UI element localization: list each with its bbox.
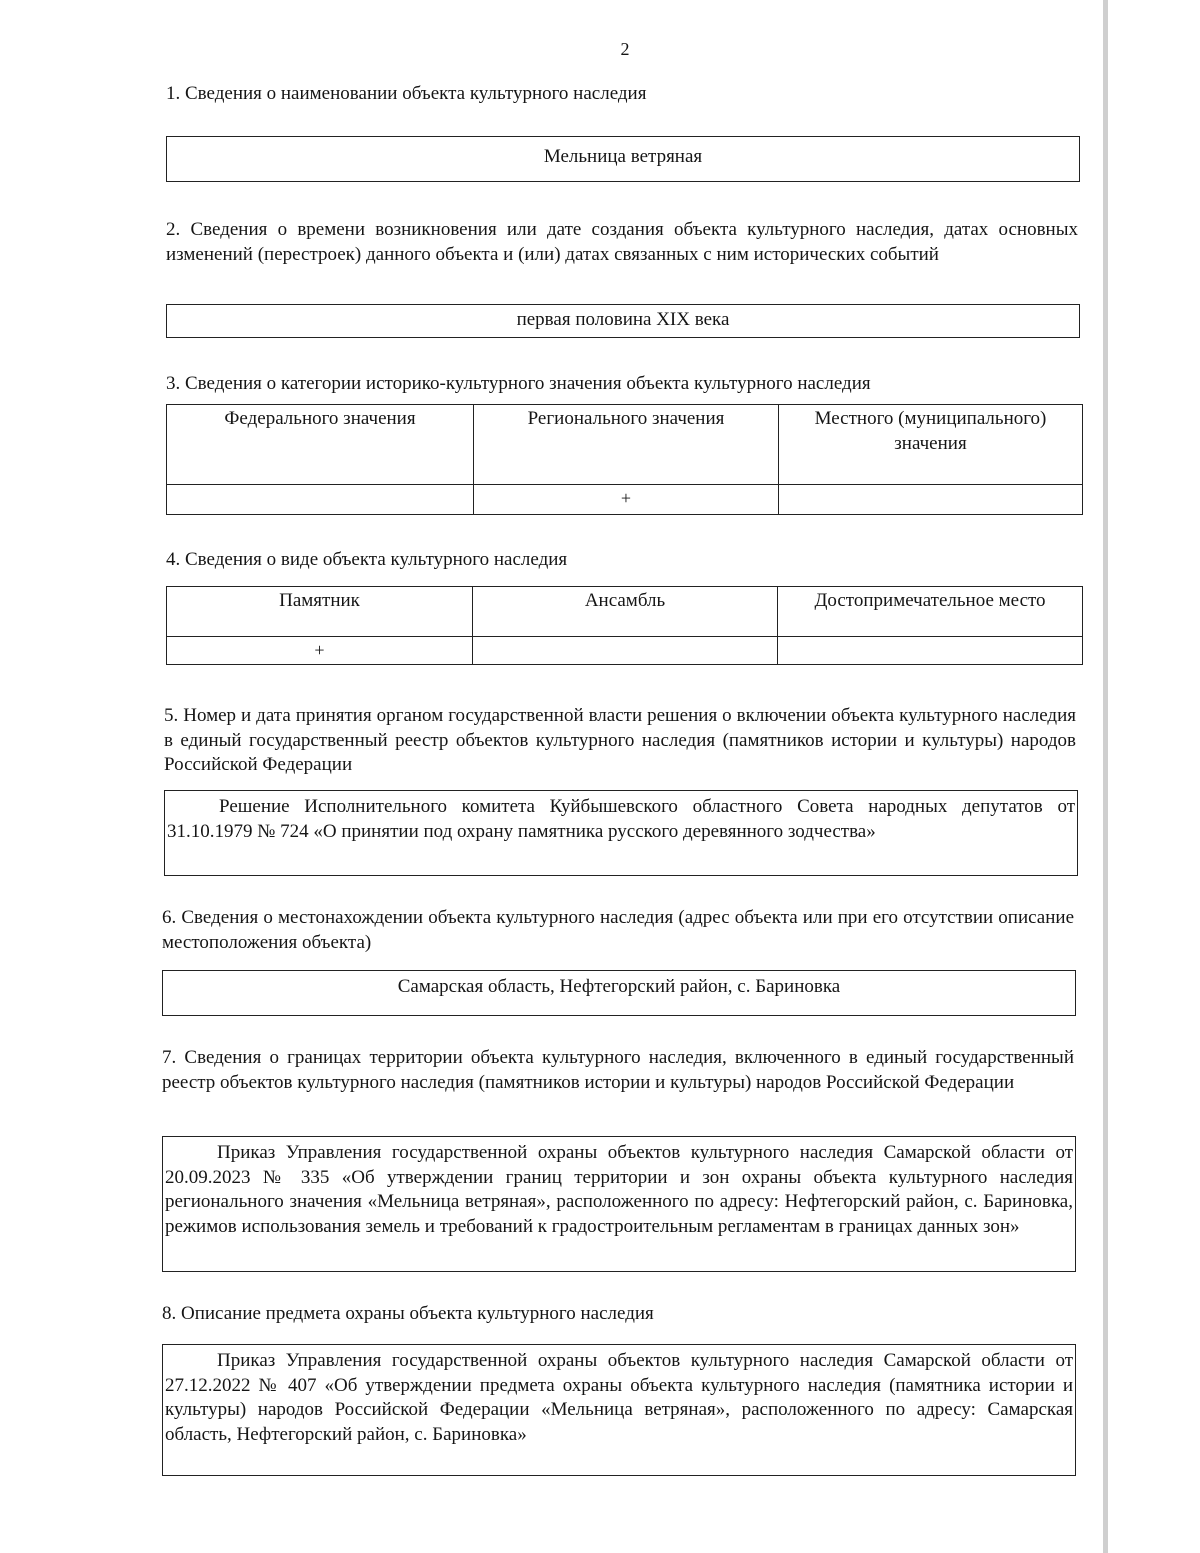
category-regional-header: Регионального значения bbox=[474, 405, 779, 485]
category-regional-mark: + bbox=[474, 485, 779, 515]
section-2-heading: 2. Сведения о времени возникновения или дате создания объекта культурного наследия, датах основных изменений (перестроек) данного объекта и (или) датах связанных с ним исторических событий bbox=[166, 219, 1078, 265]
location-box bbox=[162, 970, 1076, 1016]
territory-boundaries-box bbox=[162, 1136, 1076, 1272]
section-7-heading: 7. Сведения о границах территории объекта культурного наследия, включенного в единый государственный реестр объектов культурного наследия (памятников истории и культуры) народов Российской Федерации bbox=[162, 1047, 1074, 1093]
category-local-mark bbox=[779, 485, 1083, 515]
page-edge-shadow bbox=[1103, 0, 1108, 1553]
section-8-heading: 8. Описание предмета охраны объекта культурного наследия bbox=[162, 1303, 654, 1324]
section-6-heading: 6. Сведения о местонахождении объекта культурного наследия (адрес объекта или при его отсутствии описание местоположения объекта) bbox=[162, 907, 1074, 953]
section-3-heading: 3. Сведения о категории историко-культурного значения объекта культурного наследия bbox=[166, 373, 871, 394]
creation-date-value: первая половина XIX века bbox=[516, 309, 730, 330]
territory-boundaries-value: Приказ Управления государственной охраны объектов культурного наследия Самарской области от 20.09.2023 № 335 «Об утверждении границ территории и зон охраны объекта культурного наследия регионального значения «Мельница ветряная», расположенного по адресу: Нефтегорский район, с. Бариновка, режимов использования земель и требований к градостроительным регламентам в границах данных зон» bbox=[165, 1142, 1073, 1238]
type-monument-header: Памятник bbox=[167, 587, 473, 637]
type-landmark-header: Достопримечательное место bbox=[778, 587, 1083, 637]
location-value: Самарская область, Нефтегорский район, с. Бариновка bbox=[397, 976, 841, 997]
object-name-value: Мельница ветряная bbox=[543, 146, 703, 167]
protection-subject-box bbox=[162, 1344, 1076, 1476]
protection-subject-value: Приказ Управления государственной охраны объектов культурного наследия Самарской области от 27.12.2022 № 407 «Об утверждении предмета охраны объекта культурного наследия (памятника истории и культуры) народов Российской Федерации «Мельница ветряная», расположенного по адресу: Самарская область, Нефтегорский район, с. Бариновка» bbox=[165, 1350, 1073, 1446]
type-monument-mark: + bbox=[167, 637, 473, 665]
object-type-table bbox=[166, 586, 1083, 665]
object-name-box bbox=[166, 136, 1080, 182]
category-local-header: Местного (муниципального) значения bbox=[779, 405, 1083, 485]
section-5-heading: 5. Номер и дата принятия органом государственной власти решения о включении объекта культурного наследия в единый государственный реестр объектов культурного наследия (памятников истории и культуры) народов Российской Федерации bbox=[164, 705, 1076, 776]
section-1-heading: 1. Сведения о наименовании объекта культурного наследия bbox=[166, 83, 647, 104]
category-table bbox=[166, 404, 1083, 515]
category-federal-header: Федерального значения bbox=[167, 405, 474, 485]
registry-decision-box bbox=[164, 790, 1078, 876]
section-4-heading: 4. Сведения о виде объекта культурного наследия bbox=[166, 549, 568, 570]
type-landmark-mark bbox=[778, 637, 1083, 665]
category-federal-mark bbox=[167, 485, 474, 515]
registry-decision-value: Решение Исполнительного комитета Куйбышевского областного Совета народных депутатов от 31.10.1979 № 724 «О принятии под охрану памятника русского деревянного зодчества» bbox=[167, 796, 1075, 842]
type-ensemble-header: Ансамбль bbox=[473, 587, 778, 637]
type-ensemble-mark bbox=[473, 637, 778, 665]
page-number: 2 bbox=[620, 39, 630, 59]
creation-date-box bbox=[166, 304, 1080, 338]
